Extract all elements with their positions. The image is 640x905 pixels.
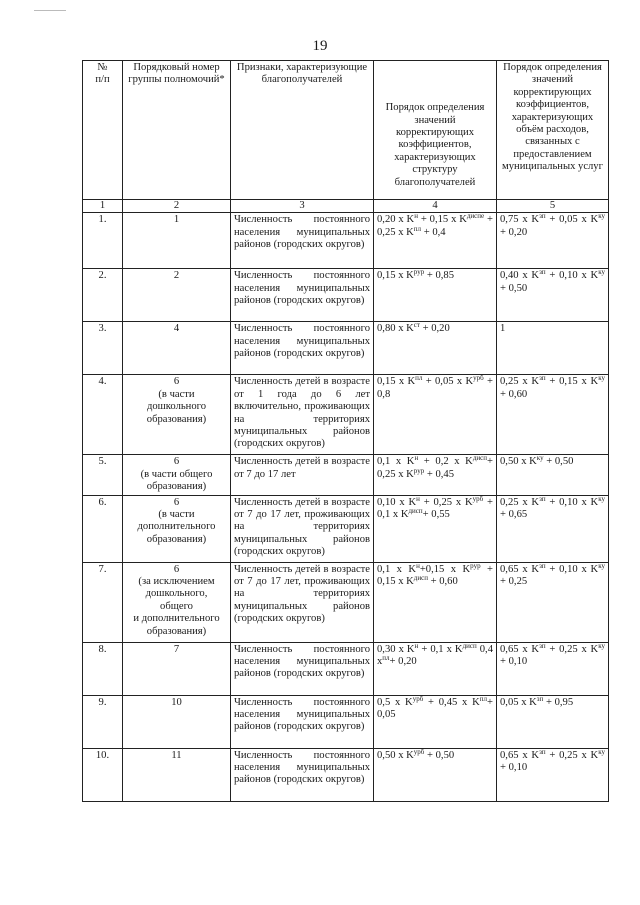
row-number: 7. [83,562,123,642]
row-group: 6 (за исключением дошкольного, общего и дополнительного образования) [123,562,231,642]
row-number: 10. [83,748,123,801]
header-num-text: № п/п [95,62,110,86]
row-structure-formula: 0,20 x $K^н + 0,15$ x $K^{диспе} + 0,25$ x $K^{пл} + 0,4$ [374,213,497,269]
row-structure-formula: 0,1 x $K^н + 0,2$ x $K^{дисп}+ 0,25$ x $K^{рур} + 0,45$ [374,455,497,495]
row-structure-formula: 0,5 x $K^{урб} + 0,45$ x $K^{пл}+ 0,05$ [374,695,497,748]
table-row [83,213,609,269]
table-header-row [83,61,609,200]
row-number: 4. [83,375,123,455]
row-structure-formula: 0,80 x $K^{ст} + 0,20$ [374,322,497,375]
table-row [83,695,609,748]
header-num [83,61,123,200]
row-signs: Численность постоянного населения муниципальных районов (городских округов) [231,642,374,695]
table-row [83,455,609,495]
row-group: 4 [123,322,231,375]
row-signs: Численность детей в возрасте от 7 до 17 лет, проживающих на территориях муниципальных районов (городских округов) [231,562,374,642]
scan-mark [34,10,66,11]
column-number: 2 [123,200,231,213]
row-structure-formula: 0,1 x $K^н+0,15$ x $K^{рур} + 0,15$ x $K^{дисп} + 0,60$ [374,562,497,642]
header-signs: Признаки, характеризующие благополучателей [231,61,374,200]
table-row [83,562,609,642]
row-expense-formula: 0,05 x $K^{зп} + 0,95$ [497,695,609,748]
row-expense-formula: 0,65 x $K^{зп} + 0,25$ x $K^{ку} + 0,10$ [497,642,609,695]
row-signs: Численность детей в возрасте от 7 до 17 лет, проживающих на территориях муниципальных районов (городских округов) [231,495,374,562]
row-number: 8. [83,642,123,695]
row-signs: Численность постоянного населения муниципальных районов (городских округов) [231,213,374,269]
table-row [83,495,609,562]
row-structure-formula: 0,50 x $K^{урб} + 0,50$ [374,748,497,801]
row-group: 2 [123,269,231,322]
row-expense-formula: 0,65 x $K^{зп} + 0,25$ x $K^{ку} + 0,10$ [497,748,609,801]
table-row [83,269,609,322]
row-structure-formula: 0,10 x $K^н + 0,25$ x $K^{урб} + 0,1$ x $K^{дисп}+ 0,55$ [374,495,497,562]
row-number: 1. [83,213,123,269]
column-number: 1 [83,200,123,213]
row-signs: Численность детей в возрасте от 1 года до 6 лет включительно, проживающих на территориях муниципальных районов (городских округов) [231,375,374,455]
row-expense-formula: 0,40 x $K^{зп} + 0,10$ x $K^{ку} + 0,50$ [497,269,609,322]
page-number: 19 [312,38,328,54]
header-structure-coeff: Порядок определения значений корректирующих коэффициентов, характеризующих структуру благополучателей [374,61,497,200]
column-number: 4 [374,200,497,213]
row-signs: Численность детей в возрасте от 7 до 17 лет [231,455,374,495]
row-expense-formula: 0,65 x $K^{зп} + 0,10$ x $K^{ку} + 0,25$ [497,562,609,642]
row-signs: Численность постоянного населения муниципальных районов (городских округов) [231,695,374,748]
row-group: 6 (в части дошкольного образования) [123,375,231,455]
row-number: 2. [83,269,123,322]
row-signs: Численность постоянного населения муниципальных районов (городских округов) [231,322,374,375]
row-group: 7 [123,642,231,695]
row-expense-formula: 0,25 x $K^{зп} + 0,15$ x $K^{ку} + 0,60$ [497,375,609,455]
row-expense-formula: 0,25 x $K^{зп} + 0,10$ x $K^{ку} + 0,65$ [497,495,609,562]
row-number: 5. [83,455,123,495]
row-structure-formula: 0,15 x $K^{рур} + 0,85$ [374,269,497,322]
row-number: 3. [83,322,123,375]
row-group: 10 [123,695,231,748]
column-number: 5 [497,200,609,213]
table-row [83,375,609,455]
row-expense-formula: 1 [497,322,609,375]
row-group: 1 [123,213,231,269]
column-number-row [83,200,609,213]
table-row [83,642,609,695]
table-row [83,322,609,375]
table-body [83,213,609,801]
row-group: 11 [123,748,231,801]
row-structure-formula: 0,30 x $K^н + 0,1$ x $K^{дисп}$ 0,4 $x^{пл}+ 0,20$ [374,642,497,695]
header-group: Порядковый номер группы полномочий* [123,61,231,200]
row-signs: Численность постоянного населения муниципальных районов (городских округов) [231,269,374,322]
column-number: 3 [231,200,374,213]
row-number: 9. [83,695,123,748]
row-expense-formula: 0,75 x $K^{зп} + 0,05$ x $K^{ку} + 0,20$ [497,213,609,269]
header-expense-coeff: Порядок определения значений корректирующих коэффициентов, характеризующих объём расходов, связанных с предоставлением муниципальных услуг [497,61,609,200]
row-structure-formula: 0,15 x $K^{пл} + 0,05$ x $K^{урб} + 0,8$ [374,375,497,455]
row-group: 6 (в части дополнительного образования) [123,495,231,562]
coefficients-table [82,60,609,802]
table-row [83,748,609,801]
row-group: 6 (в части общего образования) [123,455,231,495]
row-signs: Численность постоянного населения муниципальных районов (городских округов) [231,748,374,801]
row-number: 6. [83,495,123,562]
row-expense-formula: 0,50 x $K^{ку} + 0,50$ [497,455,609,495]
